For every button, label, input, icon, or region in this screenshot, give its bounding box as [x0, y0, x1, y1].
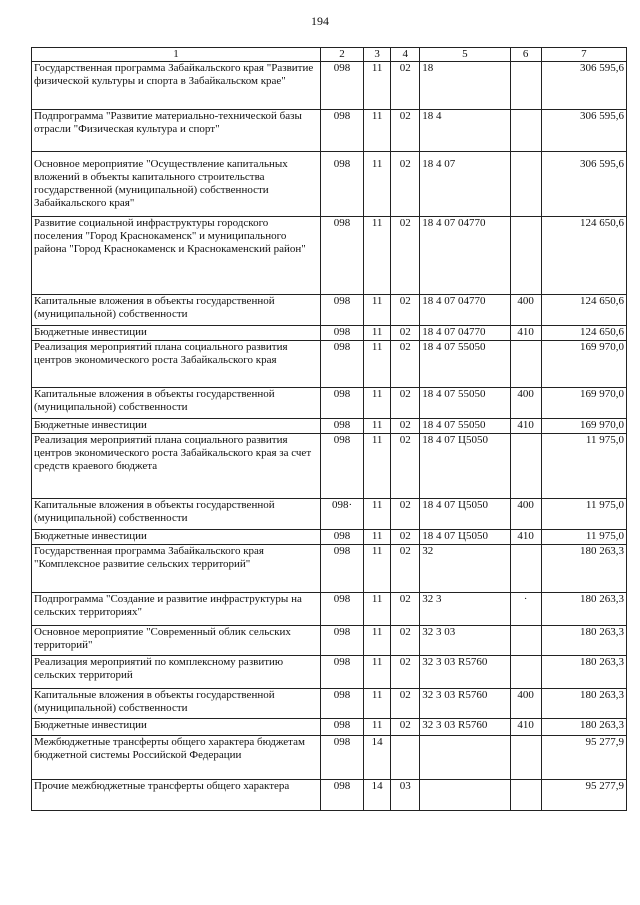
cell-c7: 11 975,0: [541, 530, 626, 545]
cell-c5: 32 3 03: [420, 626, 510, 656]
cell-c5: [420, 736, 510, 780]
table-row: [32, 545, 627, 593]
table-row: [32, 719, 627, 736]
cell-c6: 410: [510, 530, 541, 545]
cell-c4: 02: [391, 341, 420, 388]
cell-c2: 098: [320, 626, 363, 656]
cell-c3: 11: [364, 626, 391, 656]
cell-name: Капитальные вложения в объекты государственной (муниципальной) собственности: [32, 388, 321, 419]
table-row: [32, 388, 627, 419]
cell-c5: 18 4 07 Ц5050: [420, 434, 510, 499]
cell-c6: [510, 545, 541, 593]
cell-c6: 400: [510, 295, 541, 326]
cell-c2: 098: [320, 593, 363, 626]
cell-name: Подпрограмма "Создание и развитие инфраструктуры на сельских территориях": [32, 593, 321, 626]
cell-name: Бюджетные инвестиции: [32, 530, 321, 545]
header-cell: 4: [391, 48, 420, 62]
cell-c2: 098: [320, 689, 363, 719]
cell-c6: [510, 62, 541, 110]
table-row: [32, 110, 627, 152]
cell-name: Подпрограмма "Развитие материально-технической базы отрасли "Физическая культура и спорт": [32, 110, 321, 152]
cell-c5: 18 4 07 04770: [420, 326, 510, 341]
cell-c7: 95 277,9: [541, 736, 626, 780]
cell-c4: 02: [391, 110, 420, 152]
cell-c4: 02: [391, 626, 420, 656]
cell-name: Реализация мероприятий плана социального развития центров экономического роста Забайкальского края: [32, 341, 321, 388]
cell-name: Капитальные вложения в объекты государственной (муниципальной) собственности: [32, 689, 321, 719]
cell-c3: 14: [364, 780, 391, 811]
cell-c6: ·: [510, 593, 541, 626]
cell-c2: 098: [320, 388, 363, 419]
table-row: [32, 419, 627, 434]
cell-c2: 098: [320, 110, 363, 152]
cell-c6: 410: [510, 719, 541, 736]
cell-c4: 02: [391, 499, 420, 530]
cell-c5: 18 4 07 55050: [420, 388, 510, 419]
cell-c6: [510, 656, 541, 689]
page-number: 194: [311, 14, 329, 28]
cell-c3: 11: [364, 341, 391, 388]
cell-c4: 02: [391, 530, 420, 545]
cell-c4: 02: [391, 388, 420, 419]
cell-c5: [420, 780, 510, 811]
cell-c6: [510, 780, 541, 811]
cell-name: Капитальные вложения в объекты государственной (муниципальной) собственности: [32, 295, 321, 326]
cell-c3: 14: [364, 736, 391, 780]
cell-name: Бюджетные инвестиции: [32, 326, 321, 341]
cell-c5: 18 4 07 55050: [420, 341, 510, 388]
table-row: [32, 736, 627, 780]
cell-c3: 11: [364, 62, 391, 110]
cell-c5: 18 4 07 Ц5050: [420, 530, 510, 545]
cell-name: Межбюджетные трансферты общего характера бюджетам бюджетной системы Российской Федерации: [32, 736, 321, 780]
cell-c6: 400: [510, 689, 541, 719]
cell-c7: 124 650,6: [541, 295, 626, 326]
cell-c7: 306 595,6: [541, 110, 626, 152]
cell-c7: 180 263,3: [541, 719, 626, 736]
cell-c4: 02: [391, 217, 420, 295]
cell-name: Государственная программа Забайкальского края "Развитие физической культуры и спорта в Забайкальском крае": [32, 62, 321, 110]
table-row: [32, 656, 627, 689]
cell-name: Реализация мероприятий плана социального развития центров экономического роста Забайкальского края за счет средств краевого бюджета: [32, 434, 321, 499]
table-row: [32, 530, 627, 545]
cell-c6: [510, 626, 541, 656]
cell-c7: 306 595,6: [541, 152, 626, 217]
cell-c3: 11: [364, 656, 391, 689]
cell-name: Капитальные вложения в объекты государственной (муниципальной) собственности: [32, 499, 321, 530]
table-row: [32, 326, 627, 341]
cell-c3: 11: [364, 217, 391, 295]
cell-c7: 169 970,0: [541, 419, 626, 434]
budget-table: [31, 47, 627, 811]
cell-c7: 180 263,3: [541, 626, 626, 656]
cell-c5: 18: [420, 62, 510, 110]
cell-c2: 098: [320, 217, 363, 295]
cell-c6: 410: [510, 419, 541, 434]
cell-c6: 400: [510, 499, 541, 530]
cell-c2: 098·: [320, 499, 363, 530]
cell-c2: 098: [320, 62, 363, 110]
cell-name: Основное мероприятие "Современный облик сельских территорий": [32, 626, 321, 656]
cell-c6: [510, 217, 541, 295]
cell-name: Государственная программа Забайкальского края "Комплексное развитие сельских территорий": [32, 545, 321, 593]
cell-c3: 11: [364, 419, 391, 434]
cell-c2: 098: [320, 152, 363, 217]
cell-c3: 11: [364, 434, 391, 499]
table-row: [32, 295, 627, 326]
cell-name: Бюджетные инвестиции: [32, 719, 321, 736]
cell-c7: 124 650,6: [541, 326, 626, 341]
cell-c7: 169 970,0: [541, 388, 626, 419]
cell-c3: 11: [364, 326, 391, 341]
header-cell: 6: [510, 48, 541, 62]
table-row: [32, 341, 627, 388]
table-header-row: [32, 48, 627, 62]
cell-c5: 18 4 07 Ц5050: [420, 499, 510, 530]
cell-c2: 098: [320, 530, 363, 545]
table-row: [32, 593, 627, 626]
cell-c6: [510, 434, 541, 499]
cell-c3: 11: [364, 388, 391, 419]
cell-c2: 098: [320, 341, 363, 388]
cell-c4: 02: [391, 434, 420, 499]
header-cell: 7: [541, 48, 626, 62]
cell-c6: [510, 110, 541, 152]
cell-c2: 098: [320, 326, 363, 341]
cell-c7: 180 263,3: [541, 545, 626, 593]
cell-c3: 11: [364, 719, 391, 736]
header-cell: 3: [364, 48, 391, 62]
cell-c4: 02: [391, 656, 420, 689]
cell-c2: 098: [320, 545, 363, 593]
cell-c3: 11: [364, 593, 391, 626]
cell-c3: 11: [364, 295, 391, 326]
cell-c5: 32 3 03 R5760: [420, 719, 510, 736]
cell-c4: 02: [391, 152, 420, 217]
cell-c5: 18 4 07 04770: [420, 217, 510, 295]
cell-c5: 18 4 07 55050: [420, 419, 510, 434]
cell-c7: 11 975,0: [541, 499, 626, 530]
cell-c3: 11: [364, 545, 391, 593]
cell-c2: 098: [320, 434, 363, 499]
cell-c7: 306 595,6: [541, 62, 626, 110]
cell-c2: 098: [320, 780, 363, 811]
cell-name: Реализация мероприятий по комплексному развитию сельских территорий: [32, 656, 321, 689]
cell-c5: 32 3 03 R5760: [420, 689, 510, 719]
cell-c7: 11 975,0: [541, 434, 626, 499]
header-cell: 1: [32, 48, 321, 62]
table-row: [32, 780, 627, 811]
cell-c7: 180 263,3: [541, 689, 626, 719]
cell-c4: 02: [391, 593, 420, 626]
cell-c4: 02: [391, 545, 420, 593]
cell-c4: 02: [391, 419, 420, 434]
table-row: [32, 62, 627, 110]
cell-c2: 098: [320, 656, 363, 689]
cell-c3: 11: [364, 499, 391, 530]
cell-c6: 410: [510, 326, 541, 341]
cell-name: Бюджетные инвестиции: [32, 419, 321, 434]
cell-c3: 11: [364, 530, 391, 545]
cell-c7: 169 970,0: [541, 341, 626, 388]
cell-c6: [510, 341, 541, 388]
cell-c4: 02: [391, 62, 420, 110]
cell-c5: 32 3 03 R5760: [420, 656, 510, 689]
header-cell: 5: [420, 48, 510, 62]
cell-c5: 32: [420, 545, 510, 593]
table-row: [32, 689, 627, 719]
cell-c2: 098: [320, 295, 363, 326]
cell-c2: 098: [320, 419, 363, 434]
table-row: [32, 152, 627, 217]
header-cell: 2: [320, 48, 363, 62]
cell-c7: 95 277,9: [541, 780, 626, 811]
table-row: [32, 434, 627, 499]
cell-c2: 098: [320, 736, 363, 780]
cell-c7: 180 263,3: [541, 593, 626, 626]
cell-c4: 02: [391, 326, 420, 341]
cell-c4: 02: [391, 295, 420, 326]
cell-c3: 11: [364, 152, 391, 217]
cell-c6: [510, 736, 541, 780]
cell-c5: 18 4 07: [420, 152, 510, 217]
cell-c4: 03: [391, 780, 420, 811]
cell-name: Развитие социальной инфраструктуры городского поселения "Город Краснокаменск" и муниципального района "Город Краснокаменск и Краснокаменский район": [32, 217, 321, 295]
cell-c6: [510, 152, 541, 217]
cell-c3: 11: [364, 689, 391, 719]
cell-name: Основное мероприятие "Осуществление капитальных вложений в объекты капитального строительства государственной (муниципальной) собственности Забайкальского края": [32, 152, 321, 217]
cell-c4: 02: [391, 689, 420, 719]
cell-c5: 18 4: [420, 110, 510, 152]
table-row: [32, 626, 627, 656]
cell-c4: 02: [391, 719, 420, 736]
cell-c5: 32 3: [420, 593, 510, 626]
cell-c7: 180 263,3: [541, 656, 626, 689]
cell-c6: 400: [510, 388, 541, 419]
table-row: [32, 499, 627, 530]
cell-c3: 11: [364, 110, 391, 152]
cell-c4: [391, 736, 420, 780]
table-row: [32, 217, 627, 295]
cell-c7: 124 650,6: [541, 217, 626, 295]
cell-c2: 098: [320, 719, 363, 736]
cell-name: Прочие межбюджетные трансферты общего характера: [32, 780, 321, 811]
cell-c5: 18 4 07 04770: [420, 295, 510, 326]
